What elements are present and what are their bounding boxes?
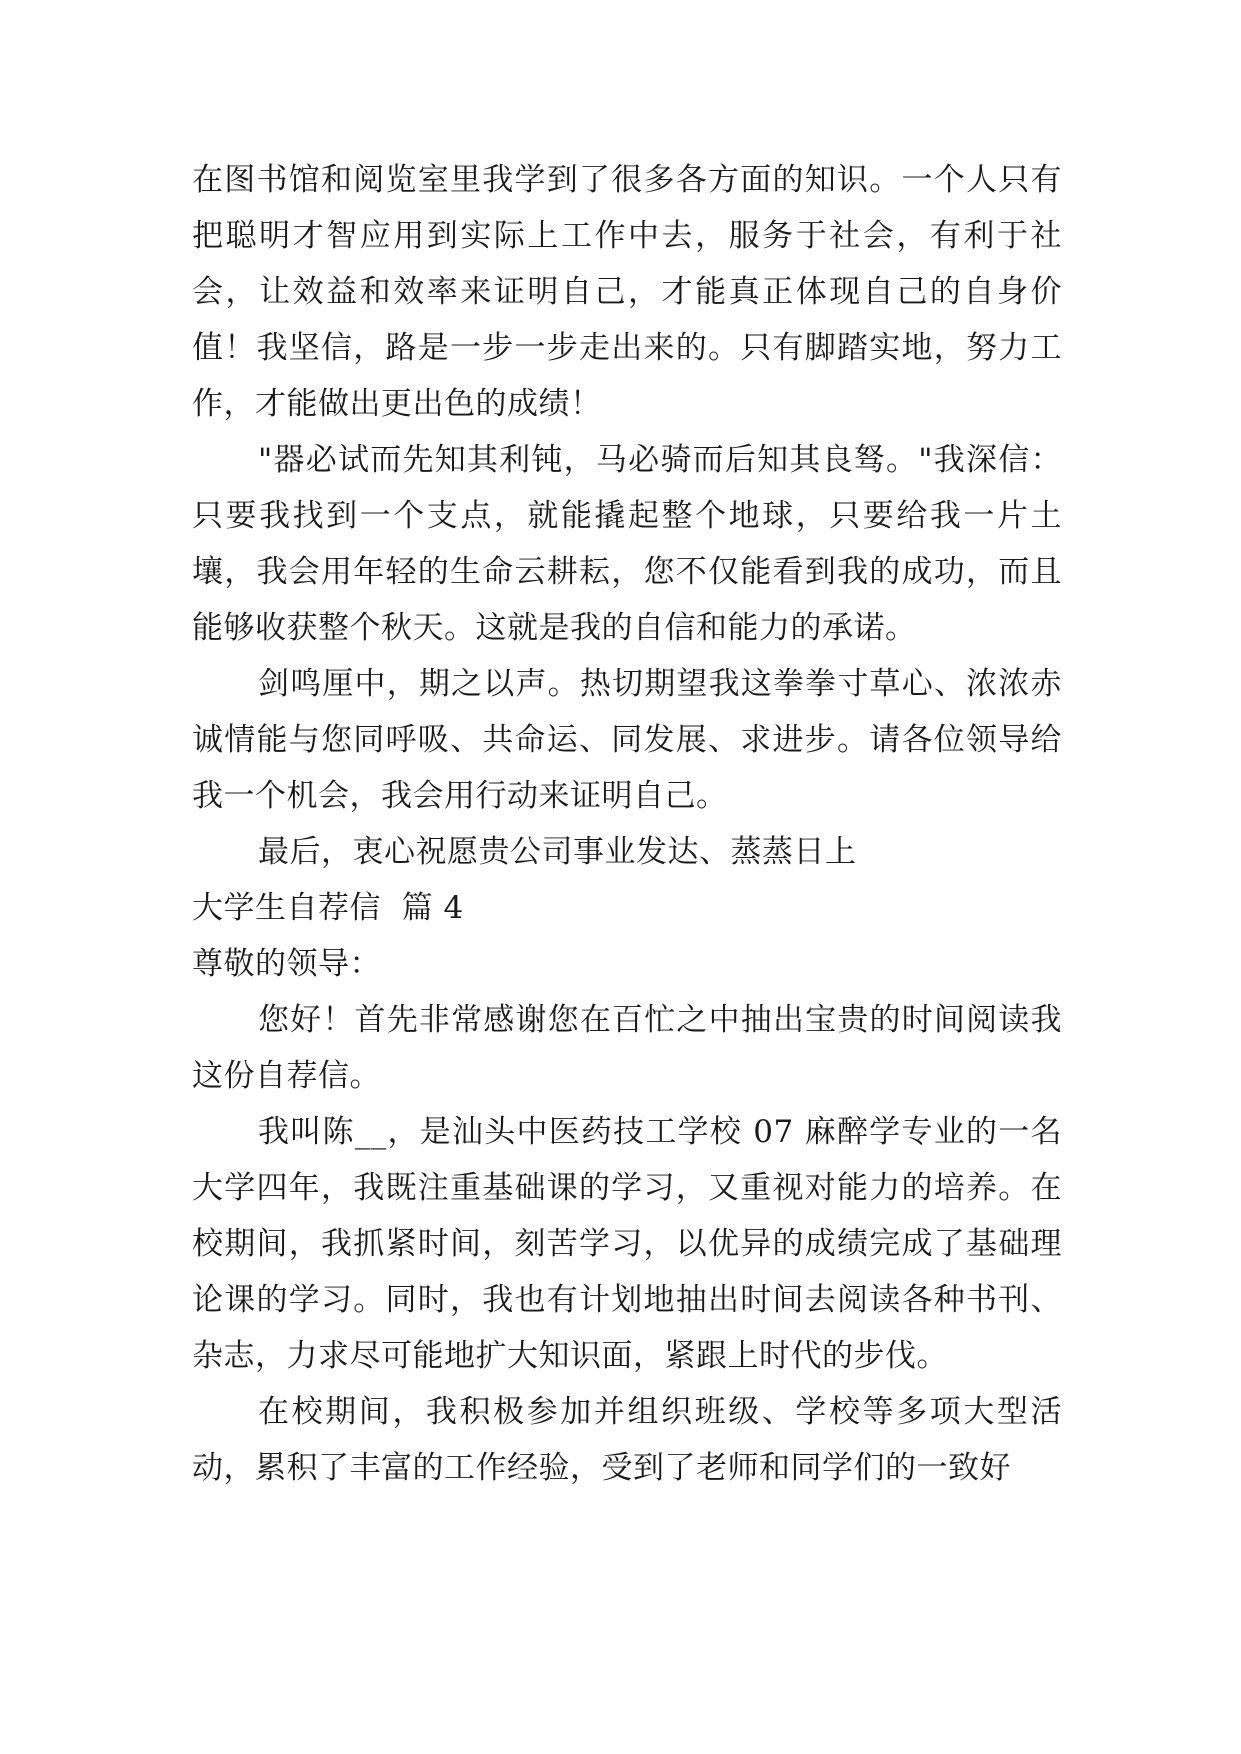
paragraph-greeting: 您好！首先非常感谢您在百忙之中抽出宝贵的时间阅读我这份自荐信。 [192, 1002, 1062, 1094]
document-body [192, 152, 1062, 1496]
paragraph-introduction: 我叫陈__，是汕头中医药技工学校 07 麻醉学专业的一名大学四年，我既注重基础课的学习，又重视对能力的培养。在校期间，我抓紧时间，刻苦学习，以优异的成绩完成了基础理论课的学习。同时，我也有计划地抽出时间去阅读各种书刊、杂志，力求尽可能地扩大知识面，紧跟上时代的步伐。 [192, 1114, 1062, 1374]
salutation: 尊敬的领导： [192, 946, 381, 982]
section-title: 大学生自荐信 篇 4 [192, 890, 464, 926]
paragraph-activities: 在校期间，我积极参加并组织班级、学校等多项大型活动，累积了丰富的工作经验，受到了老师和同学们的一致好 [192, 1394, 1062, 1486]
paragraph-library-knowledge: 在图书馆和阅览室里我学到了很多各方面的知识。一个人只有把聪明才智应用到实际上工作中去，服务于社会，有利于社会，让效益和效率来证明自己，才能真正体现自己的自身价值！我坚信，路是一步一步走出来的。只有脚踏实地，努力工作，才能做出更出色的成绩！ [192, 162, 1062, 422]
paragraph-quote-confidence: "器必试而先知其利钝，马必骑而后知其良驽。"我深信：只要我找到一个支点，就能撬起整个地球，只要给我一片土壤，我会用年轻的生命云耕耘，您不仅能看到我的成功，而且能够收获整个秋天。这就是我的自信和能力的承诺。 [192, 442, 1062, 646]
paragraph-expectation: 剑鸣厘中，期之以声。热切期望我这拳拳寸草心、浓浓赤诚情能与您同呼吸、共命运、同发展、求进步。请各位领导给我一个机会，我会用行动来证明自己。 [192, 666, 1062, 814]
paragraph-closing-wish: 最后，衷心祝愿贵公司事业发达、蒸蒸日上 [258, 834, 857, 870]
